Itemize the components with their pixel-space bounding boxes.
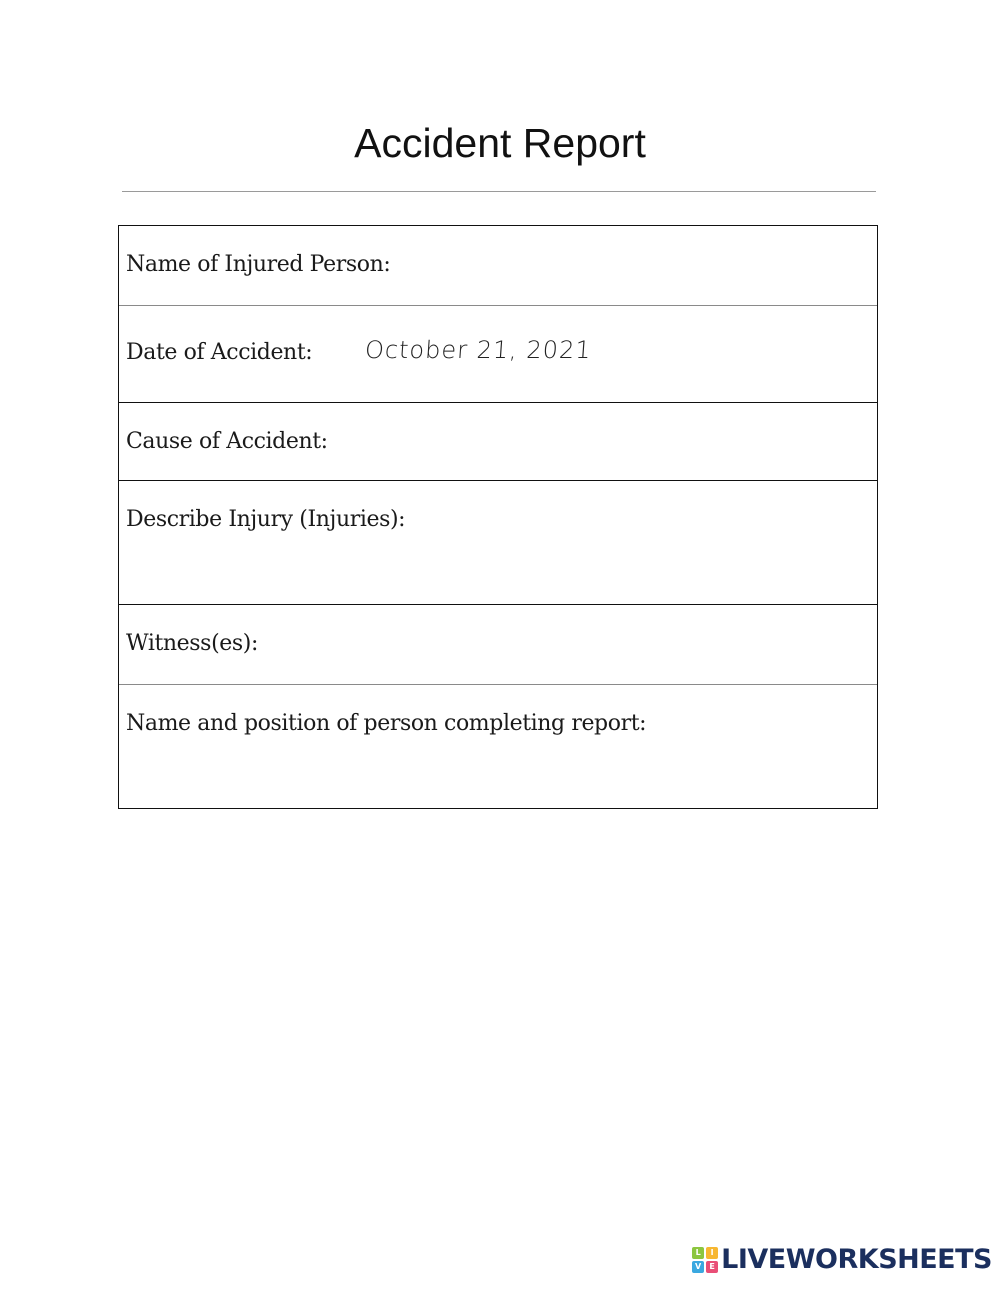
logo-cell-v: V [692,1261,704,1273]
form-row-injury-description[interactable] [119,481,877,605]
form-row-witnesses[interactable] [119,605,877,685]
title-divider [122,191,876,192]
logo-cell-l: L [692,1247,704,1259]
form-row-cause[interactable] [119,403,877,481]
liveworksheets-brand [692,1244,992,1275]
injured-person-label: Name of Injured Person: [126,252,391,277]
form-row-injured-person[interactable] [119,226,877,306]
logo-cell-e: E [706,1261,718,1273]
accident-form-table [118,225,878,809]
logo-cell-i: I [706,1247,718,1259]
cause-label: Cause of Accident: [126,429,328,454]
liveworksheets-wordmark: LIVEWORKSHEETS [721,1244,992,1275]
report-completer-label: Name and position of person completing report: [126,711,647,736]
page-title: Accident Report [354,120,646,166]
date-value[interactable]: October 21, 2021 [364,336,593,364]
witnesses-label: Witness(es): [126,631,258,656]
form-row-report-completer[interactable] [119,685,877,808]
liveworksheets-logo-icon [692,1247,718,1273]
form-row-date[interactable] [119,306,877,403]
date-label: Date of Accident: [126,340,313,365]
injury-description-label: Describe Injury (Injuries): [126,507,406,532]
